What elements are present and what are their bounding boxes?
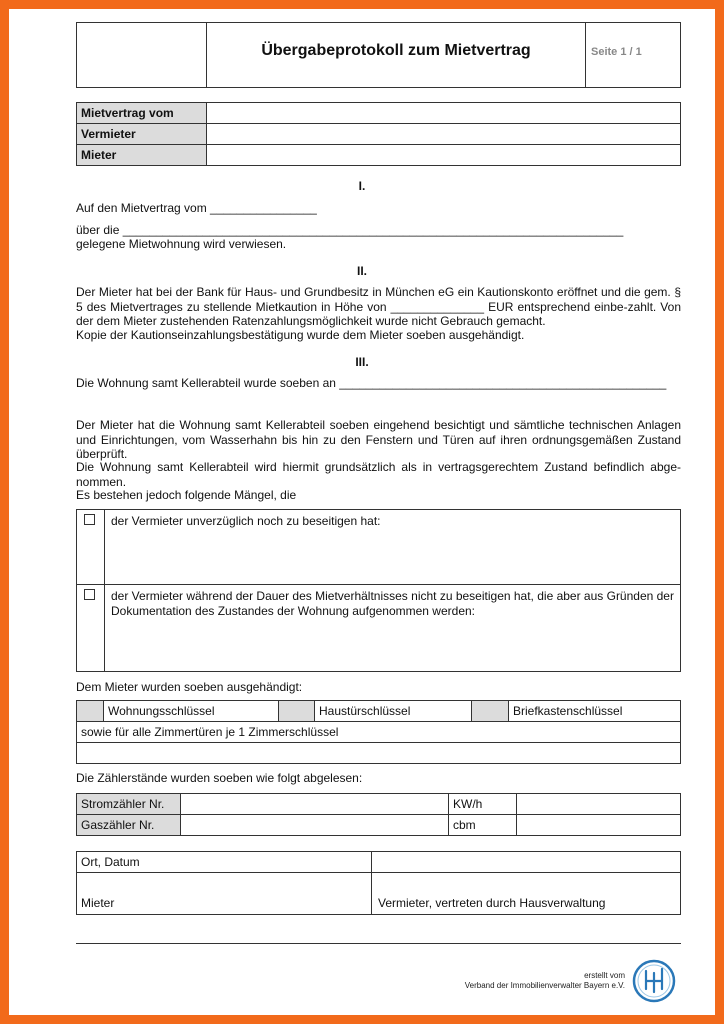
- gas-meter-number-field[interactable]: [181, 815, 449, 836]
- keys-extra-row[interactable]: [77, 743, 681, 764]
- section-3-heading: III.: [355, 355, 369, 369]
- document-page: [9, 9, 715, 1015]
- section-3-paragraph-2: Die Wohnung samt Kellerabteil wird hiermit grundsätzlich als in vertragsgerechtem Zustand befindlich abge-nommen.: [76, 460, 681, 489]
- landlord-signature-label: Vermieter, vertreten durch Hausverwaltung: [372, 873, 681, 915]
- footer-org: Verband der Immobilienverwalter Bayern e.V.: [464, 981, 625, 990]
- key-1-label: Wohnungsschlüssel: [104, 701, 279, 722]
- document-title: Übergabeprotokoll zum Mietvertrag: [261, 42, 531, 59]
- gas-reading-field[interactable]: [517, 815, 681, 836]
- place-date-label: Ort, Datum: [77, 852, 372, 873]
- association-logo: [632, 959, 676, 1003]
- header-page-cell: [586, 23, 681, 88]
- contract-info-table: [76, 102, 681, 166]
- keys-intro: Dem Mieter wurden soeben ausgehändigt:: [76, 680, 303, 694]
- defects-checkbox-cell-1: [77, 510, 105, 585]
- signature-table: [76, 851, 681, 915]
- defects-checkbox-cell-2: [77, 585, 105, 672]
- association-logo-icon: [632, 959, 676, 1003]
- section-1-line-3: gelegene Mietwohnung wird verwiesen.: [76, 237, 287, 251]
- section-2-paragraph: Der Mieter hat bei der Bank für Haus- und Grundbesitz in München eG ein Kautionskonto eröffnet und die gem. § 5 des Mietvertrages zu stellende Mietkaution in Höhe von ______________ EUR entsprechend einbe-zahlt. Von der dem Mieter zustehenden Ratenzahlungsmöglichkeit wurde nicht Gebrauch gemacht.: [76, 285, 681, 328]
- key-2-count-cell[interactable]: [279, 701, 315, 722]
- section-3-line-1: Die Wohnung samt Kellerabteil wurde soeben an _________________________________________________: [76, 376, 667, 390]
- meters-intro: Die Zählerstände wurden soeben wie folgt abgelesen:: [76, 771, 363, 785]
- key-1-count-cell[interactable]: [77, 701, 104, 722]
- header-left-cell: [77, 23, 207, 88]
- gas-unit-label: cbm: [449, 815, 517, 836]
- section-2-heading: II.: [356, 264, 367, 278]
- defects-item-2: der Vermieter während der Dauer des Mietverhältnisses nicht zu beseitigen hat, die aber aus Gründen der Dokumentation des Zustandes der Wohnung aufgenommen werden:: [105, 585, 681, 672]
- contract-date-label: Mietvertrag vom: [77, 103, 207, 124]
- section-1-line-1: Auf den Mietvertrag vom ________________: [76, 201, 317, 215]
- tenant-field[interactable]: [207, 145, 681, 166]
- defects-item-1: der Vermieter unverzüglich noch zu beseitigen hat:: [105, 510, 681, 585]
- footer-divider: [76, 943, 681, 944]
- defects-table: [76, 509, 681, 672]
- room-keys-row: sowie für alle Zimmertüren je 1 Zimmerschlüssel: [77, 722, 681, 743]
- header-table: [76, 22, 681, 88]
- key-2-label: Haustürschlüssel: [315, 701, 472, 722]
- meters-table: [76, 793, 681, 836]
- keys-table: [76, 700, 681, 764]
- section-3-paragraph-1: Der Mieter hat die Wohnung samt Kellerabteil soeben eingehend besichtigt und sämtliche technischen Anlagen und Einrichtungen, vom Wasserhahn bis hin zu den Fenstern und Türen auf ihren ordnungsgemäßen Zustand überprüft.: [76, 418, 681, 461]
- landlord-label: Vermieter: [77, 124, 207, 145]
- section-1-line-2: über die ___________________________________________________________________________: [76, 223, 624, 237]
- defects-checkbox-2[interactable]: [84, 589, 95, 600]
- gas-meter-label: Gaszähler Nr.: [77, 815, 181, 836]
- place-date-field[interactable]: [372, 852, 681, 873]
- footer-text: [409, 971, 625, 991]
- key-3-count-cell[interactable]: [472, 701, 509, 722]
- electricity-meter-label: Stromzähler Nr.: [77, 794, 181, 815]
- electricity-unit-label: KW/h: [449, 794, 517, 815]
- landlord-field[interactable]: [207, 124, 681, 145]
- page-label: Seite 1 / 1: [591, 46, 642, 58]
- footer-created-by: erstellt vom: [584, 971, 625, 980]
- contract-date-field[interactable]: [207, 103, 681, 124]
- section-1-heading: I.: [358, 179, 366, 193]
- electricity-meter-number-field[interactable]: [181, 794, 449, 815]
- section-2-line-last: Kopie der Kautionseinzahlungsbestätigung wurde dem Mieter soeben ausgehändigt.: [76, 328, 525, 342]
- key-3-label: Briefkastenschlüssel: [509, 701, 681, 722]
- electricity-reading-field[interactable]: [517, 794, 681, 815]
- tenant-signature-label: Mieter: [77, 873, 372, 915]
- tenant-label: Mieter: [77, 145, 207, 166]
- defects-checkbox-1[interactable]: [84, 514, 95, 525]
- header-title-cell: [207, 23, 586, 88]
- section-3-line-last: Es bestehen jedoch folgende Mängel, die: [76, 488, 297, 502]
